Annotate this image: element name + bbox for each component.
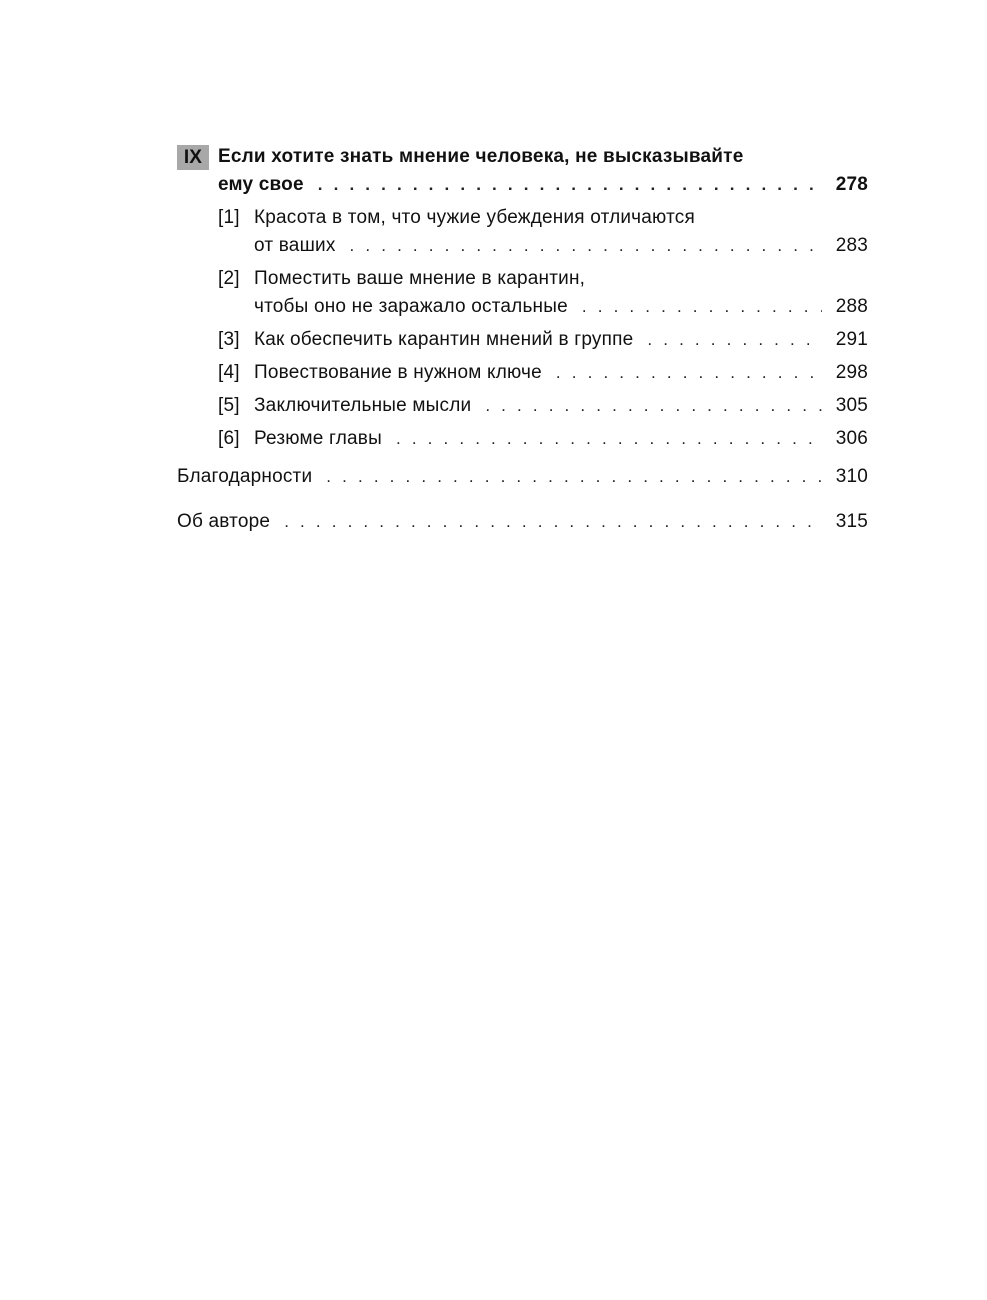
- section-number: [1]: [218, 207, 240, 228]
- section-title-continued: от ваших: [254, 235, 336, 256]
- dot-leader: [556, 359, 822, 387]
- section-list: [177, 204, 868, 453]
- section-page-number: 283: [835, 235, 868, 256]
- dot-leader: [350, 232, 822, 260]
- back-matter-entry-about-author[interactable]: [177, 508, 868, 536]
- section-title-line-1: [254, 265, 868, 293]
- section-title: Как обеспечить карантин мнений в группе: [254, 329, 634, 350]
- section-page-number: 306: [835, 428, 868, 449]
- section-page-number: 288: [835, 296, 868, 317]
- dot-leader: [326, 463, 822, 491]
- chapter-title-line-1: [177, 143, 868, 171]
- section-title-line: [254, 425, 868, 453]
- back-matter-list: [177, 463, 868, 536]
- section-entry[interactable]: [177, 425, 868, 453]
- section-title-line-2: [254, 232, 868, 260]
- section-title-line-1: [254, 204, 868, 232]
- section-title: Заключительные мысли: [254, 395, 472, 416]
- section-title: Красота в том, что чужие убеждения отличаются: [254, 207, 695, 228]
- table-of-contents: [177, 143, 868, 553]
- section-number: [5]: [218, 395, 240, 416]
- section-page-number: 305: [835, 395, 868, 416]
- section-title-continued: чтобы оно не заражало остальные: [254, 296, 568, 317]
- section-entry[interactable]: [177, 359, 868, 387]
- chapter-page-number: 278: [835, 174, 868, 195]
- dot-leader: [485, 392, 822, 420]
- back-matter-title: Об авторе: [177, 511, 271, 532]
- section-page-number: 291: [835, 329, 868, 350]
- section-entry[interactable]: [177, 326, 868, 354]
- back-matter-page-number: 310: [835, 466, 868, 487]
- chapter-title-line-2: [177, 171, 868, 199]
- section-page-number: 298: [835, 362, 868, 383]
- chapter-number-badge: IX: [177, 145, 209, 170]
- dot-leader: [647, 326, 822, 354]
- section-entry[interactable]: [177, 265, 868, 321]
- dot-leader: [582, 293, 822, 321]
- back-matter-page-number: 315: [835, 511, 868, 532]
- section-number: [6]: [218, 428, 240, 449]
- section-title: Повествование в нужном ключе: [254, 362, 542, 383]
- section-number: [3]: [218, 329, 240, 350]
- section-title-line-2: [254, 293, 868, 321]
- section-number: [4]: [218, 362, 240, 383]
- chapter-title-continued: ему свое: [218, 174, 304, 195]
- chapter-entry[interactable]: [177, 143, 868, 199]
- section-title-line: [254, 359, 868, 387]
- section-title-line: [254, 326, 868, 354]
- section-entry[interactable]: [177, 204, 868, 260]
- dot-leader: [318, 171, 822, 199]
- section-number: [2]: [218, 268, 240, 289]
- dot-leader: [396, 425, 822, 453]
- section-title: Поместить ваше мнение в карантин,: [254, 268, 586, 289]
- back-matter-title: Благодарности: [177, 466, 313, 487]
- section-title: Резюме главы: [254, 428, 382, 449]
- chapter-title: Если хотите знать мнение человека, не высказывайте: [218, 146, 744, 167]
- back-matter-entry-acknowledgements[interactable]: [177, 463, 868, 491]
- dot-leader: [284, 508, 822, 536]
- section-entry[interactable]: [177, 392, 868, 420]
- section-title-line: [254, 392, 868, 420]
